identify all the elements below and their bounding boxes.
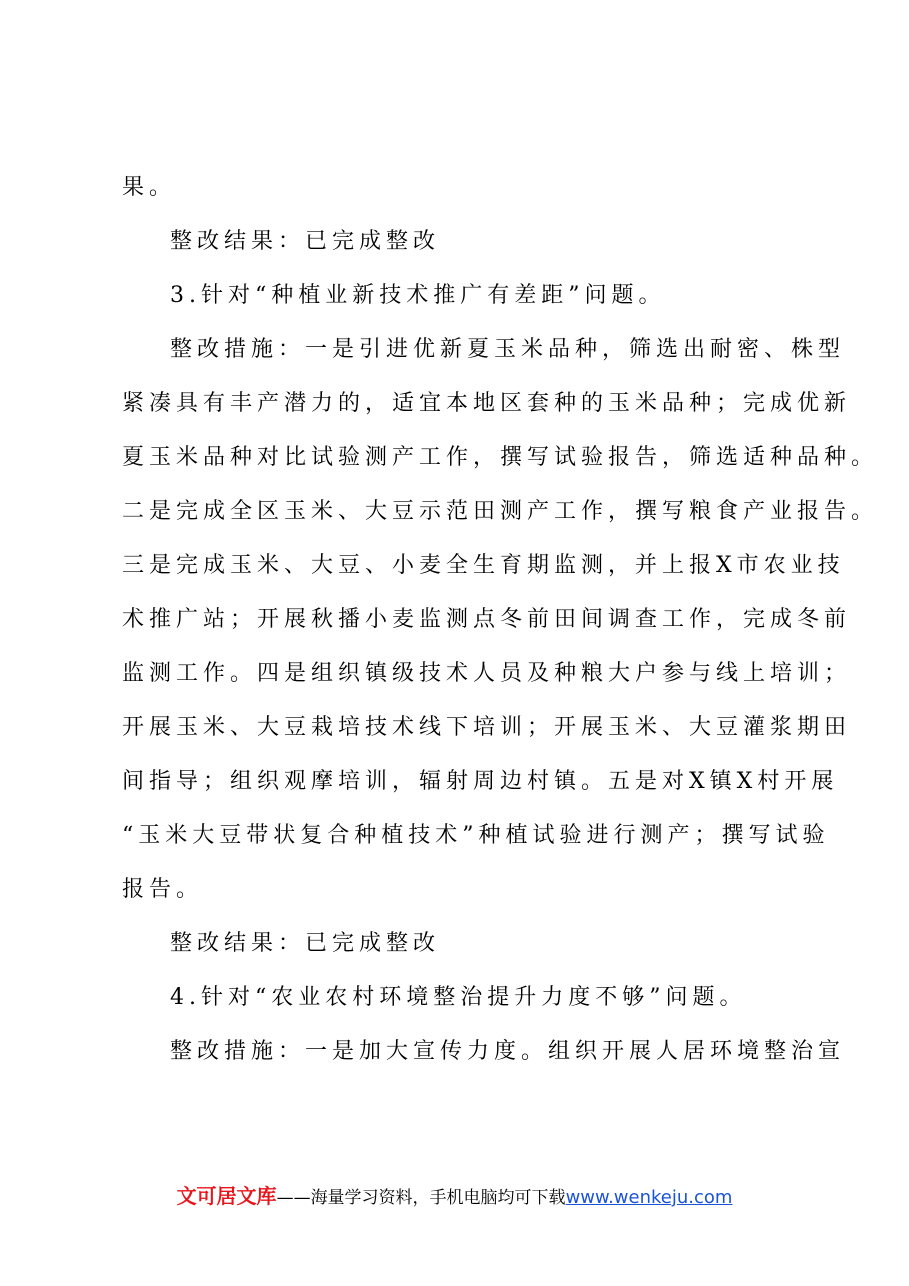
document-body	[122, 161, 879, 1079]
paragraph-line: 整改结果：已完成整改	[170, 229, 441, 254]
paragraph-line: 二是完成全区玉米、大豆示范田测产工作，撰写粮食产业报告。	[122, 499, 879, 524]
section-heading: 4.针对“农业农村环境整治提升力度不够”问题。	[170, 985, 747, 1010]
paragraph-line: 果。	[122, 175, 177, 200]
website-link[interactable]: www.wenkeju.com	[565, 1187, 733, 1208]
brand-name: 文可居文库	[176, 1184, 277, 1208]
footer-slogan: ——海量学习资料，手机电脑均可下载	[276, 1188, 566, 1208]
paragraph-line: 监测工作。四是组织镇级技术人员及种粮大户参与线上培训；	[122, 661, 852, 686]
footer-banner	[0, 1180, 909, 1209]
paragraph-line: “玉米大豆带状复合种植技术”种植试验进行测产；撰写试验	[122, 823, 830, 848]
section-heading: 3.针对“种植业新技术推广有差距”问题。	[170, 283, 666, 308]
paragraph-line: 紧凑具有丰产潜力的，适宜本地区套种的玉米品种；完成优新	[122, 391, 852, 416]
paragraph-line: 术推广站；开展秋播小麦监测点冬前田间调查工作，完成冬前	[122, 607, 852, 632]
paragraph-line: 三是完成玉米、大豆、小麦全生育期监测，并上报X市农业技	[122, 553, 845, 578]
paragraph-line: 整改措施：一是加大宣传力度。组织开展人居环境整治宣	[170, 1039, 846, 1064]
paragraph-line: 报告。	[122, 877, 204, 902]
paragraph-line: 间指导；组织观摩培训，辐射周边村镇。五是对X镇X村开展	[122, 769, 839, 794]
paragraph-line: 整改措施：一是引进优新夏玉米品种，筛选出耐密、株型	[170, 337, 846, 362]
paragraph-line: 开展玉米、大豆栽培技术线下培训；开展玉米、大豆灌浆期田	[122, 715, 852, 740]
paragraph-line: 夏玉米品种对比试验测产工作，撰写试验报告，筛选适种品种。	[122, 445, 879, 470]
paragraph-line: 整改结果：已完成整改	[170, 931, 441, 956]
